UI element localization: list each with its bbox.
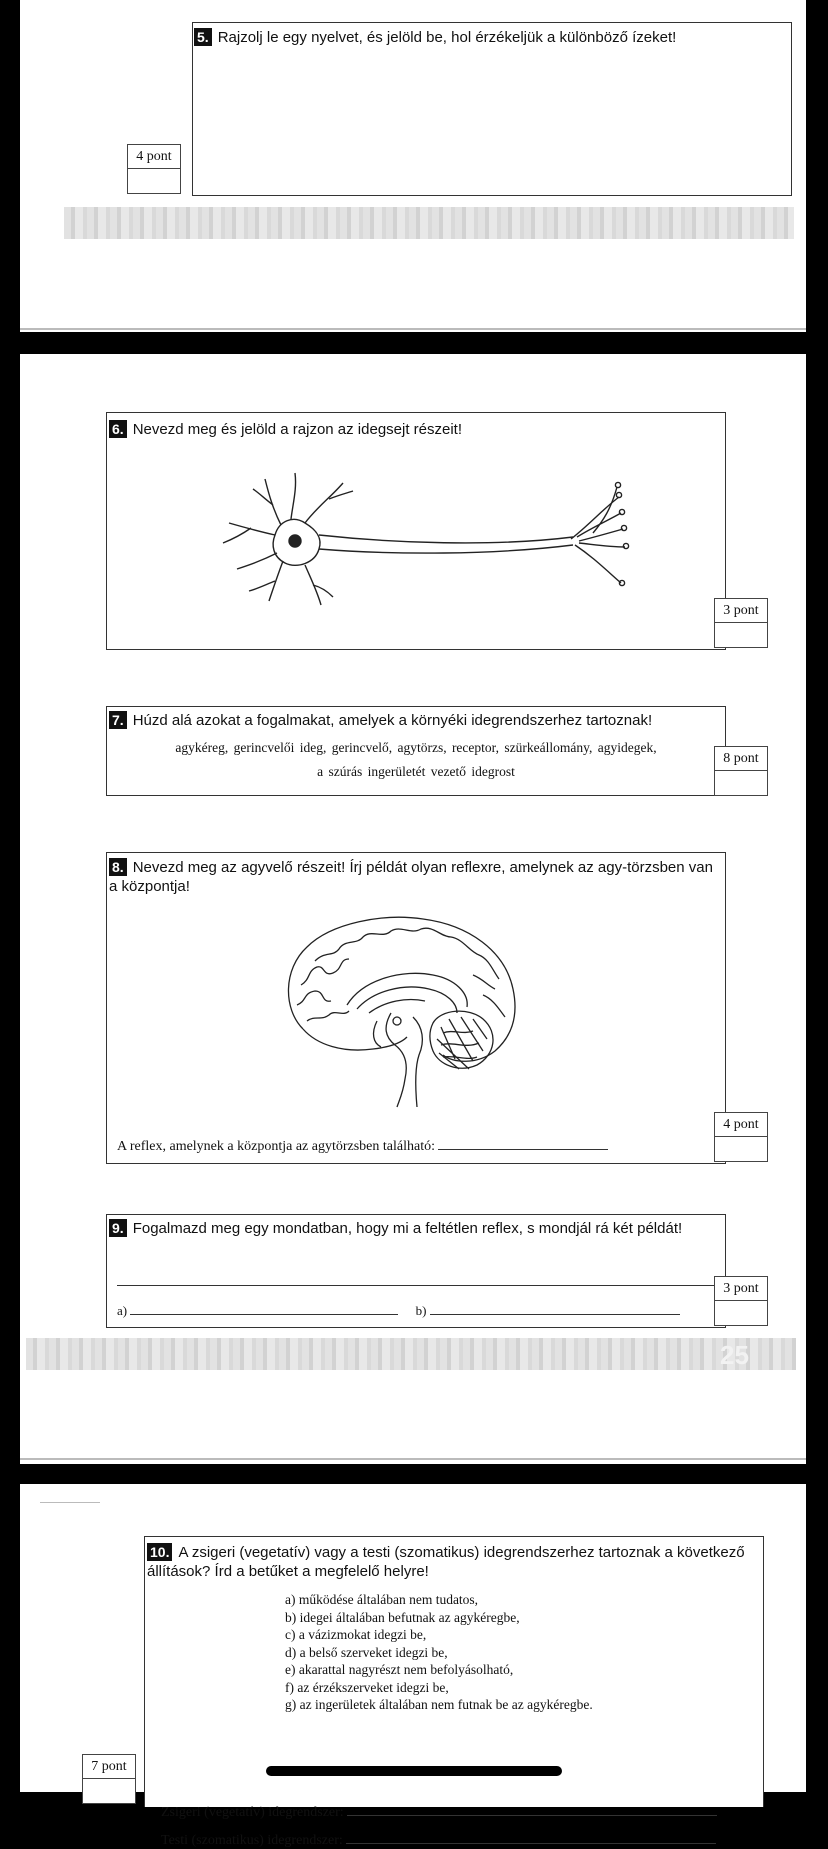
question-9-text: Fogalmazd meg egy mondatban, hogy mi a feltétlen reflex, s mondjál rá két példát! — [132, 1220, 683, 1237]
question-10-answer-1-line[interactable] — [347, 1815, 717, 1816]
question-5-drawing-area[interactable] — [197, 55, 787, 191]
question-6-box — [106, 412, 726, 650]
question-10-answer-2-row — [161, 1833, 716, 1849]
question-5-points-box — [127, 144, 181, 194]
question-6-number: 6. — [109, 420, 127, 438]
question-9-box — [106, 1214, 726, 1328]
question-7-number: 7. — [109, 711, 127, 729]
question-7-terms-line-1[interactable]: agykéreg, gerincvelői ideg, gerincvelő, agytörzs, receptor, szürkeállomány, agyidegek, — [175, 740, 657, 755]
brain-drawing — [273, 909, 533, 1109]
question-10-text: A zsigeri (vegetatív) vagy a testi (szomatikus) idegrendszerhez tartoznak a következő állítások? Írd a betűket a megfelelő helyre! — [147, 1544, 745, 1580]
question-7-box — [106, 706, 726, 796]
grey-strip — [64, 207, 794, 239]
question-10-answer-2-label: Testi (szomatikus) idegrendszer: — [161, 1833, 343, 1848]
question-10-answer-2-line[interactable] — [346, 1843, 716, 1844]
question-7-points: 8 pont — [715, 747, 767, 771]
question-8-box — [106, 852, 726, 1164]
question-8-text: Nevezd meg az agyvelő részeit! Írj példát olyan reflexre, amelynek az agy-törzsben van a központja! — [109, 859, 713, 895]
question-6-score-field[interactable] — [715, 623, 767, 647]
question-10-statement: a) működése általában nem tudatos, — [285, 1592, 479, 1607]
question-8-points-box — [714, 1112, 768, 1162]
question-10-statement: f) az érzékszerveket idegzi be, — [285, 1679, 449, 1695]
question-10-statement: e) akarattal nagyrészt nem befolyásolható, — [285, 1662, 514, 1677]
question-7-score-field[interactable] — [715, 771, 767, 795]
question-5-score-field[interactable] — [128, 169, 180, 193]
question-9-points: 3 pont — [715, 1277, 767, 1301]
question-6-text: Nevezd meg és jelöld a rajzon az idegsejt részeit! — [132, 421, 463, 438]
question-8-number: 8. — [109, 858, 127, 876]
question-8-answer-line[interactable] — [438, 1149, 608, 1150]
question-9-examples-row — [117, 1303, 713, 1319]
page-bottom-line — [20, 328, 806, 330]
question-7-terms-line-2[interactable]: a szúrás ingerületét vezető idegrost — [317, 764, 515, 779]
question-9-score-field[interactable] — [715, 1301, 767, 1325]
question-9-answer-line[interactable] — [117, 1285, 715, 1286]
question-9-answer-a[interactable] — [130, 1314, 398, 1315]
question-6-points-box — [714, 598, 768, 648]
question-10-statement: b) idegei általában befutnak az agykéregbe, — [285, 1609, 520, 1625]
neuron-drawing — [193, 465, 653, 635]
grey-strip — [26, 1338, 796, 1370]
home-indicator[interactable] — [266, 1766, 562, 1776]
question-8-points: 4 pont — [715, 1113, 767, 1137]
question-10-points-box — [82, 1754, 136, 1804]
page-number: 25 — [720, 1340, 749, 1370]
question-10-number: 10. — [147, 1543, 172, 1561]
top-rule — [40, 1502, 100, 1503]
question-6-points: 3 pont — [715, 599, 767, 623]
question-10-score-field[interactable] — [83, 1779, 135, 1803]
question-9-answer-b[interactable] — [430, 1314, 680, 1315]
question-8-answer-label: A reflex, amelynek a központja az agytörzsben található: — [117, 1139, 435, 1154]
question-9-points-box — [714, 1276, 768, 1326]
question-5-points: 4 pont — [128, 145, 180, 169]
question-7-text: Húzd alá azokat a fogalmakat, amelyek a környéki idegrendszerhez tartoznak! — [132, 712, 653, 729]
worksheet-page-1 — [20, 0, 806, 332]
question-10-points: 7 pont — [83, 1755, 135, 1779]
question-5-number: 5. — [194, 28, 212, 46]
worksheet-page-2 — [20, 354, 806, 1464]
worksheet-page-3 — [20, 1484, 806, 1848]
question-10-statement: d) a belső szerveket idegzi be, — [285, 1644, 448, 1660]
question-7-points-box — [714, 746, 768, 796]
question-9-number: 9. — [109, 1219, 127, 1237]
page-bottom-line — [20, 1458, 806, 1460]
question-9-label-a: a) — [117, 1303, 128, 1318]
question-8-answer-row — [117, 1139, 608, 1155]
question-10-statement: g) az ingerületek általában nem futnak be az agykéregbe. — [285, 1697, 593, 1712]
question-10-answer-1-row — [161, 1805, 717, 1821]
question-10-statement-list — [285, 1591, 763, 1714]
question-7-terms[interactable] — [107, 736, 725, 784]
question-10-answer-1-label: Zsigeri (vegetatív) idegrendszer: — [161, 1805, 344, 1820]
question-10-statement: c) a vázizmokat idegzi be, — [285, 1627, 427, 1642]
question-5-box — [192, 22, 792, 196]
question-8-score-field[interactable] — [715, 1137, 767, 1161]
question-5-text: Rajzolj le egy nyelvet, és jelöld be, hol érzékeljük a különböző ízeket! — [217, 29, 677, 46]
question-9-label-b: b) — [415, 1303, 427, 1318]
